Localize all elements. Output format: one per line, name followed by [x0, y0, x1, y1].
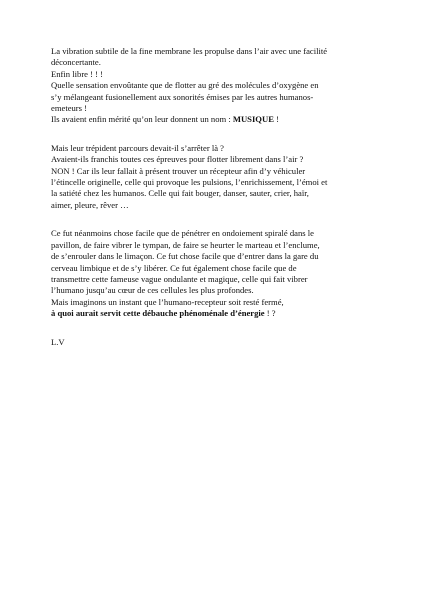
text-run: ! ?	[264, 308, 276, 319]
signature-paragraph	[51, 337, 391, 348]
text-line: NON ! Car ils leur fallait à présent trouver un récepteur afin d’y véhiculer	[51, 165, 306, 176]
text-run: Ils avaient enfin mérité qu’on leur donnent un nom :	[51, 114, 233, 125]
text-line: l’humano jusqu’au cœur de ces cellules les plus profondes.	[51, 285, 254, 296]
text-line: pavillon, de faire vibrer le tympan, de faire se heurter le marteau et l’enclume,	[51, 239, 320, 250]
text-line-musique	[51, 114, 391, 125]
paragraph-3	[51, 228, 391, 319]
text-line: aimer, pleure, rêver …	[51, 199, 129, 210]
text-line: de s’enrouler dans le limaçon. Ce fut chose facile que d’entrer dans la gare du	[51, 251, 319, 262]
text-line: Mais imaginons un instant que l’humano-recepteur soit resté fermé,	[51, 296, 284, 307]
text-line: cerveau limbique et de s’y libérer. Ce fut également chose facile que de	[51, 262, 297, 273]
paragraph-gap	[51, 320, 391, 337]
text-line: s’y mélangeant fusionellement aux sonorités émises par les autres humanos-	[51, 91, 314, 102]
paragraph-2	[51, 143, 391, 211]
text-line-bold-question	[51, 308, 391, 319]
text-line: transmettre cette fameuse vague ondulante et magique, celle qui fait vibrer	[51, 273, 308, 284]
text-line: Mais leur trépident parcours devait-il s’arrêter là ?	[51, 142, 224, 153]
text-line: La vibration subtile de la fine membrane les propulse dans l’air avec une facilité	[51, 46, 328, 56]
text-line: Avaient-ils franchis toutes ces épreuves pour flotter librement dans l’air ?	[51, 154, 304, 165]
text-line: déconcertante.	[51, 57, 101, 68]
text-line: Ce fut néanmoins chose facile que de pénétrer en ondoiement spiralé dans le	[51, 228, 314, 239]
text-line: la satiété chez les humanos. Celle qui fait bouger, danser, sauter, crier, haïr,	[51, 188, 309, 199]
text-line: Enfin libre ! ! !	[51, 68, 104, 79]
paragraph-1	[51, 46, 391, 126]
paragraph-gap	[51, 211, 391, 228]
signature: L.V	[51, 336, 65, 347]
text-line: Quelle sensation envoûtante que de flotter au gré des molécules d’oxygène en	[51, 80, 319, 91]
text-line: emeteurs !	[51, 103, 88, 114]
text-run: !	[273, 114, 279, 125]
musique-emphasis: MUSIQUE	[232, 114, 274, 125]
bold-question: à quoi aurait servit cette débauche phénoménale d’énergie	[51, 308, 265, 319]
paragraph-gap	[51, 126, 391, 143]
text-line: l’étincelle originelle, celle qui provoque les pulsions, l’enrichissement, l’émoi et	[51, 177, 328, 188]
document-text	[51, 46, 391, 348]
